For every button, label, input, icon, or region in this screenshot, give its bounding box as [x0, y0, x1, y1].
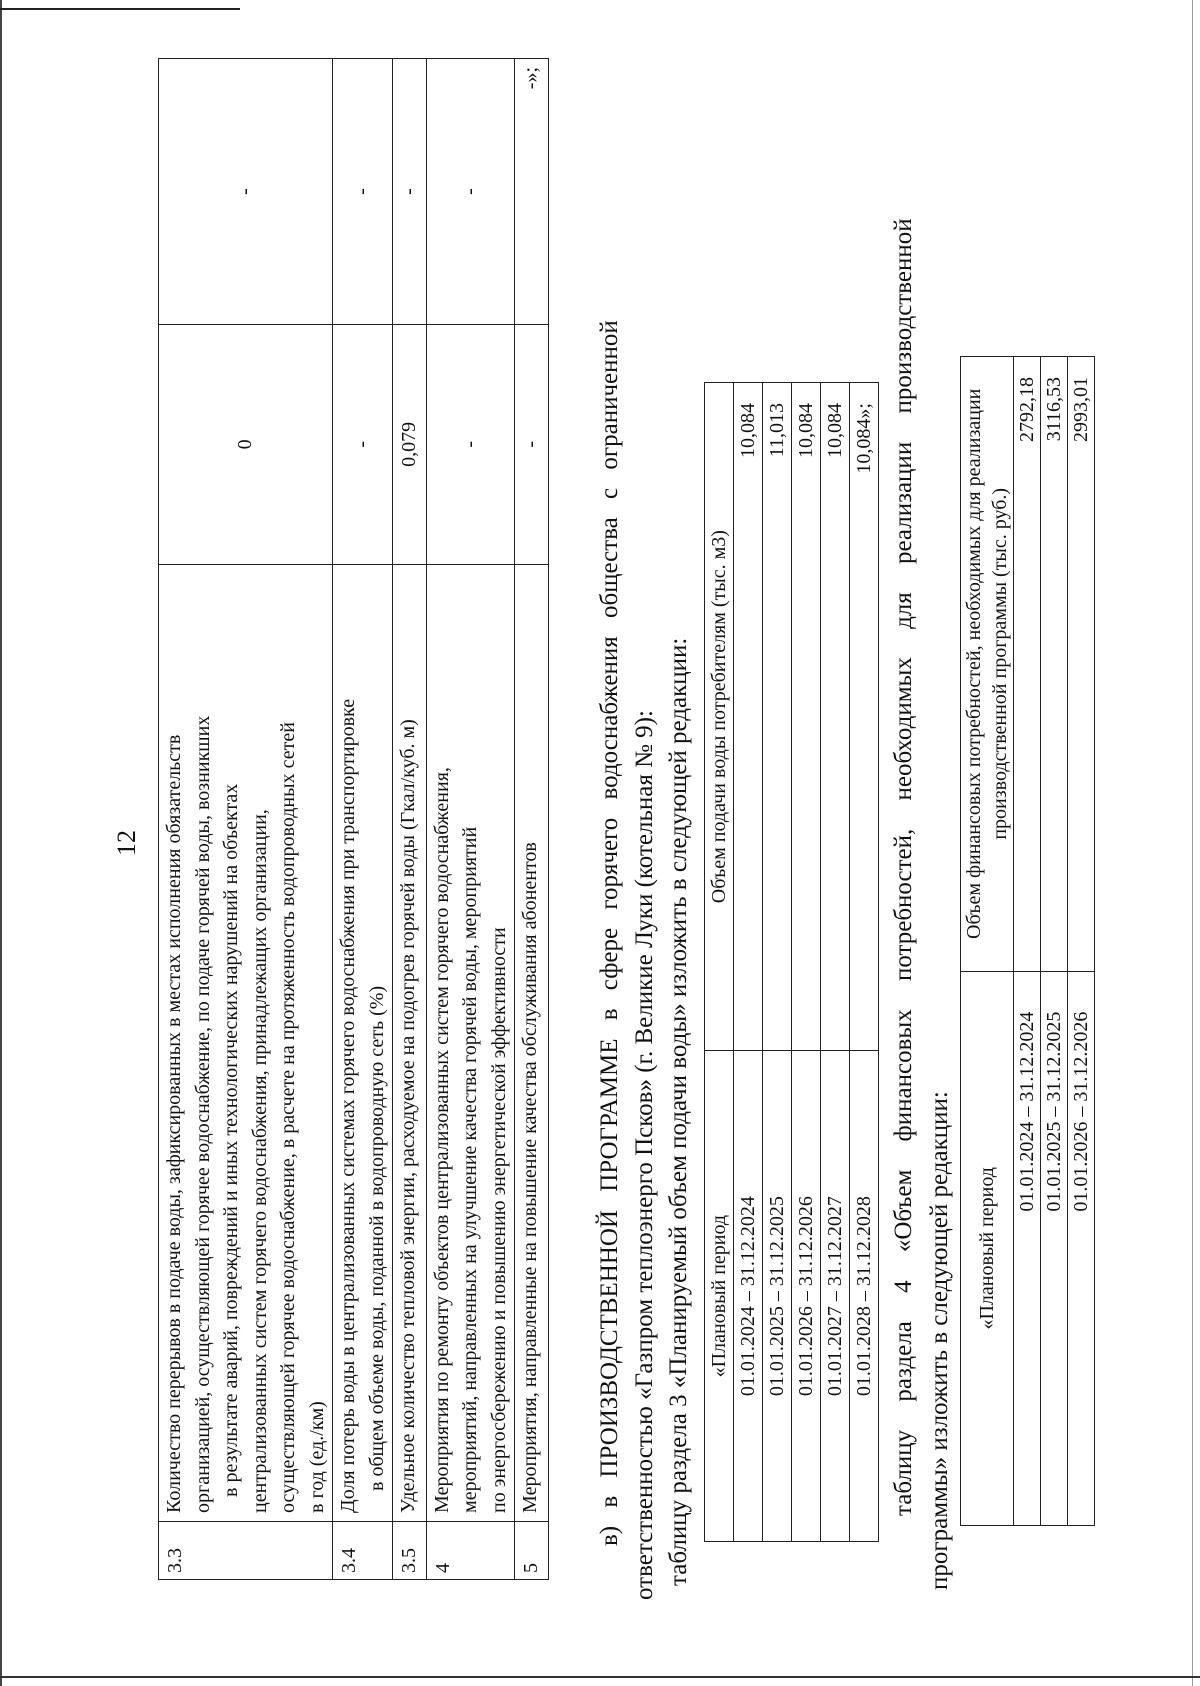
value-cell: 2792,18: [1014, 357, 1041, 972]
period-cell: 01.01.2024 – 31.12.2024: [1014, 971, 1041, 1525]
table-row: [1068, 357, 1095, 1526]
paragraph-b-line-2: ответственностью «Газпром теплоэнерго Псков» (г. Великие Луки (котельная № 9):: [631, 710, 658, 1600]
row-number: 4: [426, 1521, 515, 1579]
table-row: [426, 59, 515, 1580]
description-line: Доля потерь воды в централизованных системах горячего водоснабжения при транспортировке: [337, 698, 359, 1513]
description-line: Удельное количество тепловой энергии, расходуемое на подогрев горячей воды (Гкал/куб. м): [397, 719, 419, 1513]
value-cell: -: [333, 325, 393, 565]
row-number: 5: [515, 1521, 549, 1579]
paragraph-b-line-1: в) в ПРОИЗВОДСТВЕННОЙ ПРОГРАММЕ в сфере горячего водоснабжения общества с ограниченной: [596, 320, 623, 1546]
table-header-row: [705, 383, 734, 1542]
period-cell: 01.01.2027 – 31.12.2027: [821, 1051, 850, 1542]
description-line: Мероприятия, направленные на повышение качества обслуживания абонентов: [519, 842, 541, 1513]
value-cell: -»;: [515, 59, 549, 325]
paragraph-c-line-1: таблицу раздела 4 «Объем финансовых потребностей, необходимых для реализации производственной: [890, 218, 917, 1516]
row-number: 3.5: [393, 1521, 427, 1579]
row-description: [393, 564, 427, 1521]
column-header-period: «Плановый период: [705, 1051, 734, 1542]
value-cell: -: [393, 59, 427, 325]
column-header-volume: [961, 357, 1014, 972]
description-line: в год (ед./км): [305, 1401, 328, 1513]
period-cell: 01.01.2026 – 31.12.2026: [792, 1051, 821, 1542]
indicators-table: [158, 58, 549, 1580]
period-cell: 01.01.2025 – 31.12.2025: [1041, 971, 1068, 1525]
description-line: Мероприятия по ремонту объектов централизованных систем горячего водоснабжения,: [430, 767, 453, 1513]
description-line: по энергосбережению и повышению энергетической эффективности: [487, 927, 510, 1513]
table-row: [1014, 357, 1041, 1526]
table-row: [792, 383, 821, 1542]
value-cell: 10,084: [792, 383, 821, 1051]
table-header-row: [961, 357, 1014, 1526]
description-line: Количество перерывов в подаче воды, зафиксированных в местах исполнения обязательств: [163, 734, 185, 1513]
row-number: 3.4: [333, 1521, 393, 1579]
value-cell: 10,084: [734, 383, 763, 1051]
water-supply-volume-table: [704, 382, 879, 1542]
value-cell: 2993,01: [1068, 357, 1095, 972]
table-row: [850, 383, 879, 1542]
value-cell: -: [333, 59, 393, 325]
header-line: производственной программы (тыс. руб.): [989, 487, 1011, 840]
row-description: [159, 564, 333, 1521]
description-line: централизованных систем горячего водоснабжения, принадлежащих организации,: [248, 809, 271, 1513]
description-line: в общем объеме воды, поданной в водопроводную сеть (%): [365, 985, 388, 1491]
table-row: [393, 59, 427, 1580]
period-cell: 01.01.2028 – 31.12.2028: [850, 1051, 879, 1542]
page-number: 12: [112, 830, 141, 856]
header-line: Объем финансовых потребностей, необходимых для реализации: [963, 388, 985, 939]
description-line: организацией, осуществляющей горячее водоснабжение, по подаче горячей воды, возникших: [191, 715, 214, 1513]
value-cell: 11,013: [763, 383, 792, 1051]
value-cell: 3116,53: [1041, 357, 1068, 972]
description-line: в результате аварий, повреждений и иных технологических нарушений на объектах: [220, 783, 242, 1497]
value-cell: -: [159, 59, 333, 325]
period-cell: 01.01.2024 – 31.12.2024: [734, 1051, 763, 1542]
row-number: 3.3: [159, 1521, 333, 1579]
value-cell: 10,084: [821, 383, 850, 1051]
row-description: [515, 564, 549, 1521]
paragraph-b-line-3: таблицу раздела 3 «Планируемый объем подачи воды» изложить в следующей редакции:: [665, 637, 692, 1586]
column-header-volume: Объем подачи воды потребителям (тыс. м3): [705, 383, 734, 1051]
table-row: [763, 383, 792, 1542]
description-line: осуществляющей горячее водоснабжение, в расчете на протяженность водопроводных сетей: [277, 722, 299, 1513]
financial-needs-table: [960, 356, 1095, 1526]
value-cell: -: [426, 59, 515, 325]
table-row: [734, 383, 763, 1542]
period-cell: 01.01.2026 – 31.12.2026: [1068, 971, 1095, 1525]
value-cell: -: [515, 325, 549, 565]
paragraph-c-line-2: программы» изложить в следующей редакции:: [926, 1091, 953, 1590]
value-cell: 10,084»;: [850, 383, 879, 1051]
column-header-period: «Плановый период: [961, 971, 1014, 1525]
row-description: [333, 564, 393, 1521]
table-row: [333, 59, 393, 1580]
table-row: [515, 59, 549, 1580]
table-row: [821, 383, 850, 1542]
period-cell: 01.01.2025 – 31.12.2025: [763, 1051, 792, 1542]
value-cell: 0: [159, 325, 333, 565]
table-row: [1041, 357, 1068, 1526]
value-cell: 0,079: [393, 325, 427, 565]
row-description: [426, 564, 515, 1521]
value-cell: -: [426, 325, 515, 565]
table-row: [159, 59, 333, 1580]
description-line: мероприятий, направленных на улучшение качества горячей воды, мероприятий: [459, 826, 481, 1513]
